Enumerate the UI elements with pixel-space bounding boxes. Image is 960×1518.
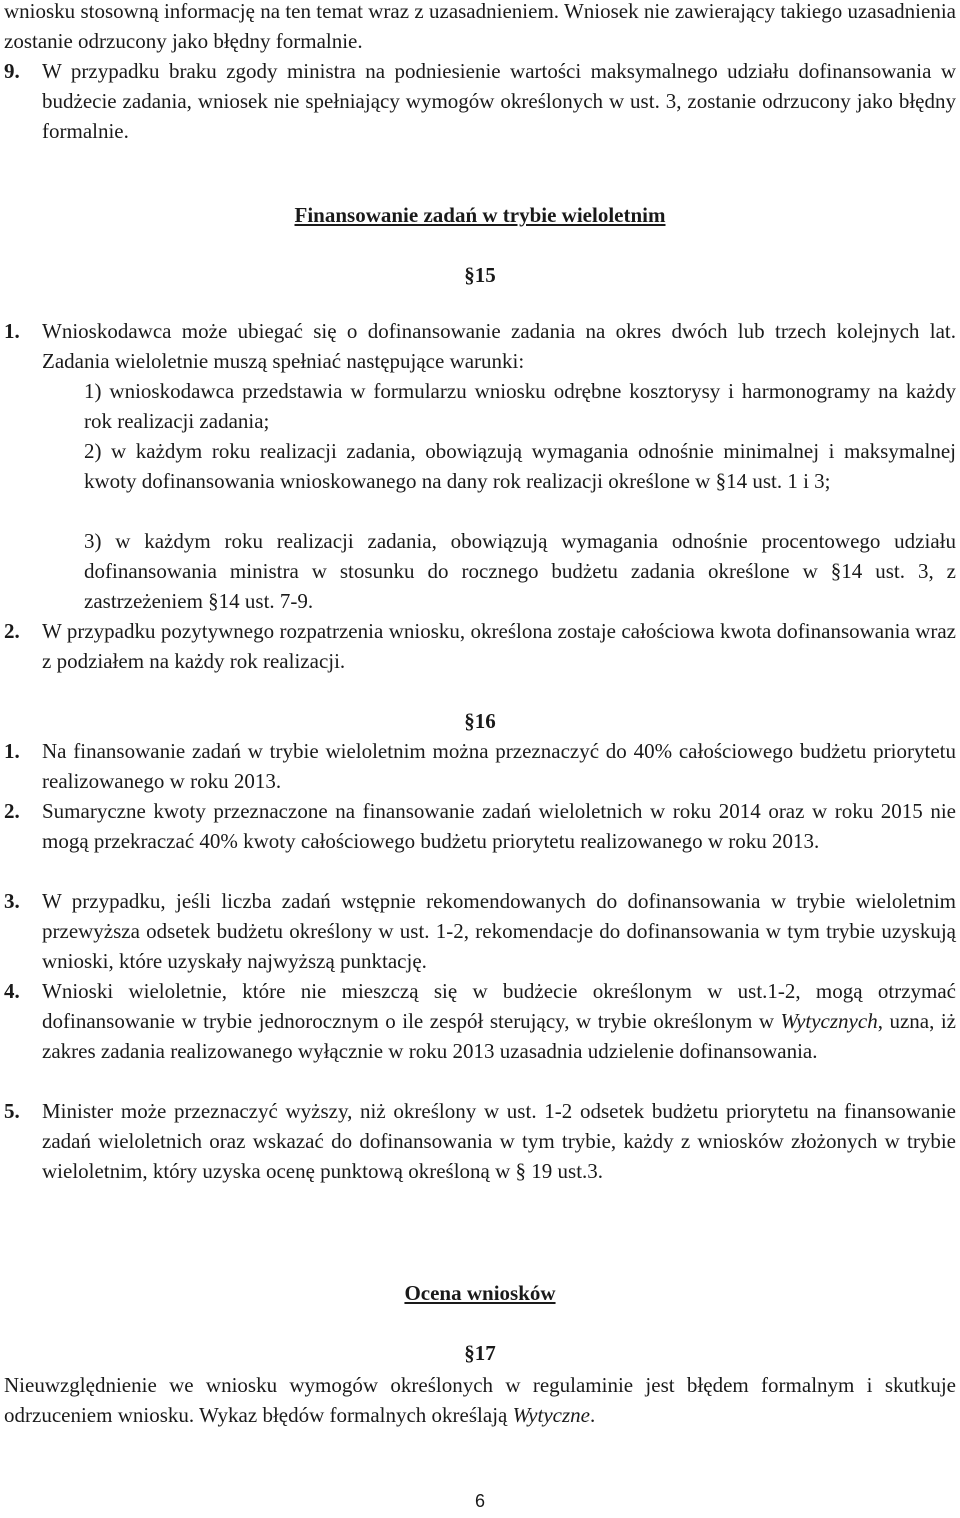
paragraph-16-3: W przypadku, jeśli liczba zadań wstępnie rekomendowanych do dofinansowania w trybie wieloletnim przewyższa odsetek budżetu określony w ust. 1-2, rekomendacje do dofinansowania w tym trybie uzyskują wnioski, które uzyskały najwyższą punktację. <box>42 889 956 973</box>
section-number-15: §15 <box>464 263 496 287</box>
wytycznych-italic: Wytycznych <box>780 1009 878 1033</box>
paragraph-17-part-b: . <box>589 1403 596 1427</box>
section-heading-multiyear: Finansowanie zadań w trybie wieloletnim <box>294 203 666 227</box>
item-number: 3. <box>4 889 20 913</box>
paragraph-15-2: W przypadku pozytywnego rozpatrzenia wniosku, określona zostaje całościowa kwota dofinansowania wraz z podziałem na każdy rok realizacji. <box>42 619 956 673</box>
subitem-15-1-3: 3) w każdym roku realizacji zadania, obowiązują wymagania odnośnie procentowego udziału dofinansowania ministra w stosunku do rocznego budżetu zadania określone w §14 ust. 3, z zastrzeżeniem §14 ust. 7-9. <box>84 529 956 613</box>
paragraph-16-2: Sumaryczne kwoty przeznaczone na finansowanie zadań wieloletnich w roku 2014 oraz w roku 2015 nie mogą przekraczać 40% kwoty całościowego budżetu priorytetu realizowanego w roku 2013. <box>42 799 956 853</box>
item-number: 2. <box>4 799 20 823</box>
paragraph-16-1: Na finansowanie zadań w trybie wieloletnim można przeznaczyć do 40% całościowego budżetu priorytetu realizowanego w roku 2013. <box>42 739 956 793</box>
section-number-17: §17 <box>464 1341 496 1365</box>
item-number: 5. <box>4 1099 20 1123</box>
paragraph-intro: wniosku stosowną informację na ten temat wraz z uzasadnieniem. Wniosek nie zawierający takiego uzasadnienia zostanie odrzucony jako błędny formalnie. <box>4 0 956 53</box>
paragraph-16-4-part-b: , uzna, iż zakres zadania realizowanego wyłącznie w roku 2013 uzasadnia udzielenie dofinansowania. <box>42 1009 956 1063</box>
paragraph-item-9: W przypadku braku zgody ministra na podniesienie wartości maksymalnego udziału dofinansowania w budżecie zadania, wniosek nie spełniający wymogów określonych w ust. 3, zostanie odrzucony jako błędny formalnie. <box>42 59 956 143</box>
item-number: 9. <box>4 59 20 83</box>
section-heading-evaluation: Ocena wniosków <box>404 1281 556 1305</box>
item-number: 1. <box>4 739 20 763</box>
paragraph-16-4 <box>42 976 956 1066</box>
subitem-15-1-2: 2) w każdym roku realizacji zadania, obowiązują wymagania odnośnie minimalnej i maksymalnej kwoty dofinansowania wnioskowanego na dany rok realizacji określone w §14 ust. 1 i 3; <box>84 439 956 493</box>
wytyczne-italic: Wytyczne <box>512 1403 590 1427</box>
paragraph-17 <box>4 1370 956 1430</box>
paragraph-16-4-part-a: Wnioski wieloletnie, które nie mieszczą się w budżecie określonym w ust.1-2, mogą otrzymać dofinansowanie w trybie jednorocznym o ile zespół sterujący, w trybie określonym w <box>42 979 956 1033</box>
page-number: 6 <box>474 1491 485 1511</box>
paragraph-15-1: Wnioskodawca może ubiegać się o dofinansowanie zadania na okres dwóch lub trzech kolejnych lat. Zadania wieloletnie muszą spełniać następujące warunki: <box>42 319 956 373</box>
item-number: 4. <box>4 979 20 1003</box>
subitem-15-1-1: 1) wnioskodawca przedstawia w formularzu wniosku odrębne kosztorysy i harmonogramy na każdy rok realizacji zadania; <box>84 379 956 433</box>
item-number: 2. <box>4 619 20 643</box>
section-number-16: §16 <box>464 709 496 733</box>
paragraph-16-5: Minister może przeznaczyć wyższy, niż określony w ust. 1-2 odsetek budżetu priorytetu na finansowanie zadań wieloletnich oraz wskazać do dofinansowania w tym trybie, każdy z wniosków złożonych w trybie wieloletnim, który uzyska ocenę punktową określoną w § 19 ust.3. <box>42 1099 956 1183</box>
paragraph-17-part-a: Nieuwzględnienie we wniosku wymogów określonych w regulaminie jest błędem formalnym i skutkuje odrzuceniem wniosku. Wykaz błędów formalnych określają <box>4 1373 956 1427</box>
item-number: 1. <box>4 319 20 343</box>
